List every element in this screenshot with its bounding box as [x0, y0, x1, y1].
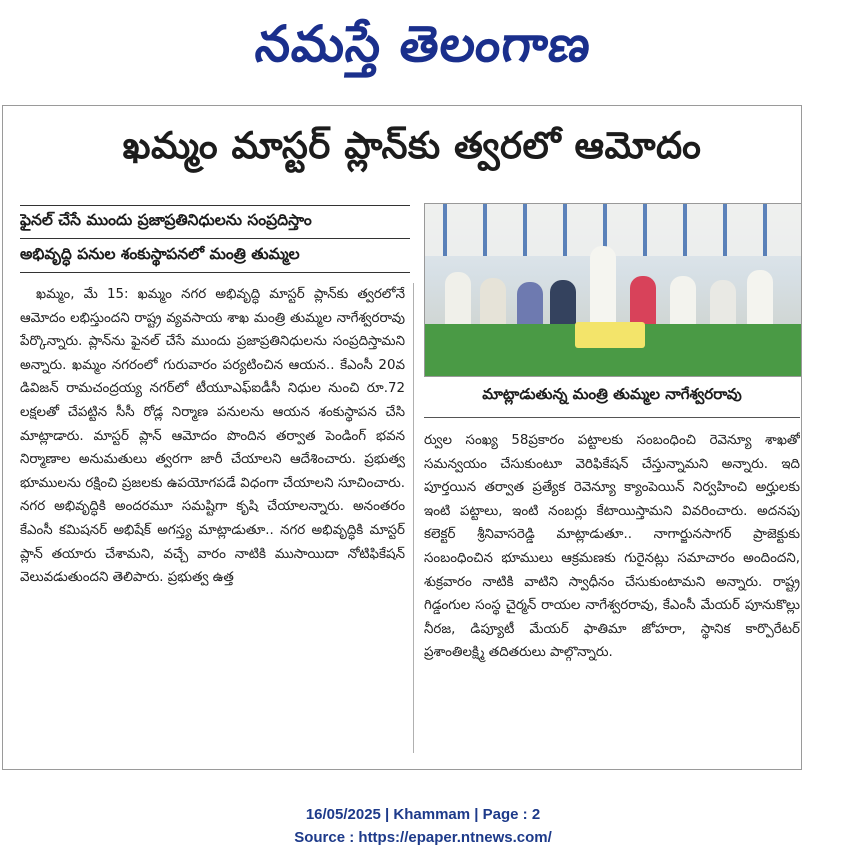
- article-body-left: [20, 283, 405, 763]
- newspaper-logo: నమస్తే తెలంగాణ: [252, 14, 595, 73]
- headline: ఖమ్మం మాస్టర్ ప్లాన్‌కు త్వరలో ఆమోదం: [122, 124, 702, 167]
- photo-table: [575, 322, 645, 348]
- footer-source-link[interactable]: Source : https://epaper.ntnews.com/: [294, 829, 552, 846]
- photo-tent-canopy: [425, 204, 801, 256]
- column-divider: [413, 283, 414, 753]
- masthead: [0, 0, 846, 100]
- article-body-right: [424, 429, 800, 759]
- subhead-1: ఫైనల్ చేసే ముందు ప్రజాప్రతినిధులను సంప్రదిస్తాం: [20, 205, 410, 239]
- body-left-text: ఖమ్మం, మే 15: ఖమ్మం నగర అభివృద్ధి మాస్టర్ ప్లాన్‌కు త్వరలోనే ఆమోదం లభిస్తుందని రాష్ట్ర వ్యవసాయ శాఖ మంత్రి తుమ్మల నాగేశ్వరరావు పేర్కొన్నారు. ప్లాన్‌ను ఫైనల్ చేసే ముందు ప్రజాప్రతినిధులను సంప్రదిస్తామని అన్నారు. ఖమ్మం నగరంలో గురువారం పర్యటించిన ఆయన.. కేఎంసీ 20వ డివిజన్ రామచంద్రయ్య నగర్‌లో టీయూఎఫ్ఐడీసీ నిధుల నుంచి రూ.72 లక్షలతో చేపట్టిన సీసీ రోడ్ల నిర్మాణ పనులను ఆయన శంకుస్థాపన చేసి మాట్లాడారు. మాస్టర్ ప్లాన్ ఆమోదం పొందిన తర్వాత పెండింగ్ భవన నిర్మాణాల అనుమతులు త్వరగా జారీ చేయాలని ఆదేశించారు. ప్రభుత్వ భూములను రక్షించి ప్రజలకు ఉపయోగపడే విధంగా చేయాలని సూచించారు. నగర అభివృద్ధికి అందరమూ సమష్టిగా కృషి చేయాలన్నారు. అనంతరం కేఎంసీ కమిషనర్ అభిషేక్ అగస్త్య మాట్లాడుతూ.. నగర అభివృద్ధికి మాస్టర్ ప్లాన్ తయారు చేశామని, వచ్చే వారం నాటికి ముసాయిదా నోటిఫికేషన్ వెలువడుతుందని తెలిపారు. ప్రభుత్వ ఉత్త: [20, 287, 405, 586]
- subhead-2: అభివృద్ధి పనుల శంకుస్థాపనలో మంత్రి తుమ్మల: [20, 240, 410, 273]
- news-photo: [424, 203, 802, 377]
- photo-caption: మాట్లాడుతున్న మంత్రి తుమ్మల నాగేశ్వరరావు: [424, 375, 800, 418]
- footer-date-line: 16/05/2025 | Khammam | Page : 2: [305, 806, 541, 823]
- body-right-text: ర్వుల సంఖ్య 58ప్రకారం పట్టాలకు సంబంధించి రెవెన్యూ శాఖతో సమన్వయం చేసుకుంటూ వెరిఫికేషన్ చేస్తున్నామని అన్నారు. ఇది పూర్తయిన తర్వాత ప్రత్యేక రెవెన్యూ క్యాంపెయిన్ నిర్వహించి అర్హులకు ఇంటి పట్టాలు, ఇంటి నంబర్లు కేటాయిస్తామని వివరించారు. అదనపు కలెక్టర్ శ్రీనివాసరెడ్డి మాట్లాడుతూ.. నాగార్జునసాగర్ ప్రాజెక్టుకు సంబంధించిన భూములు ఆక్రమణకు గురైనట్లు సమాచారం అందిందని, శుక్రవారం నాటికి వాటిని స్వాధీనం చేసుకుంటామని అన్నారు. రాష్ట్ర గిడ్డంగుల సంస్థ చైర్మన్ రాయల నాగేశ్వరరావు, కేఎంసీ మేయర్ పూనుకొల్లు నీరజ, డిప్యూటీ మేయర్ ఫాతిమా జోహరా, స్థానిక కార్పొరేటర్ ప్రశాంతిలక్ష్మి తదితరులు పాల్గొన్నారు.: [424, 433, 800, 661]
